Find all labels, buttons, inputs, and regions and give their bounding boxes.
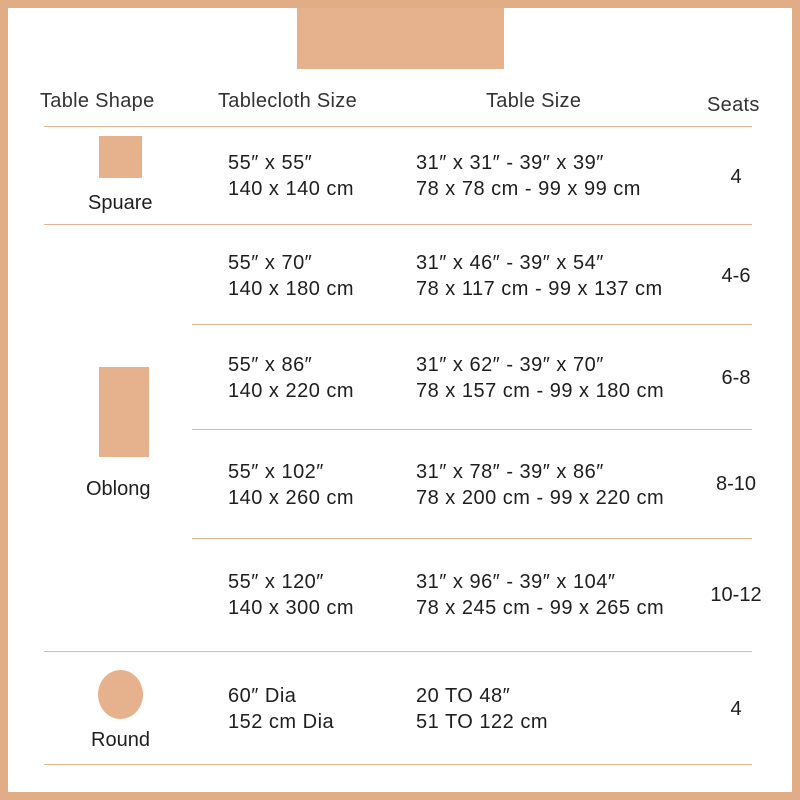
table-size-inches: 31″ x 46″ - 39″ x 54″ bbox=[416, 252, 604, 274]
round-shape-icon bbox=[98, 670, 143, 719]
row-divider bbox=[192, 429, 752, 430]
row-divider bbox=[44, 224, 752, 225]
table-size-cell bbox=[416, 150, 641, 202]
table-size-inches: 31″ x 31″ - 39″ x 39″ bbox=[416, 152, 604, 174]
table-size-cm: 78 x 245 cm - 99 x 265 cm bbox=[416, 597, 665, 619]
header-divider bbox=[44, 126, 752, 127]
tablecloth-size-cell bbox=[228, 250, 354, 302]
table-size-cell bbox=[416, 250, 663, 302]
tablecloth-size-inches: 55″ x 102″ bbox=[228, 461, 324, 483]
table-size-inches: 31″ x 78″ - 39″ x 86″ bbox=[416, 461, 604, 483]
square-shape-icon bbox=[99, 136, 142, 178]
seats-cell: 8-10 bbox=[715, 473, 757, 495]
table-size-inches: 20 TO 48″ bbox=[416, 685, 511, 707]
header-tab-decoration bbox=[297, 8, 504, 69]
table-size-cm: 78 x 117 cm - 99 x 137 cm bbox=[416, 278, 663, 300]
header-table-size: Table Size bbox=[486, 90, 582, 112]
header-table-shape: Table Shape bbox=[40, 90, 155, 112]
tablecloth-size-cell bbox=[228, 150, 354, 202]
table-size-inches: 31″ x 96″ - 39″ x 104″ bbox=[416, 571, 616, 593]
seats-cell: 4 bbox=[730, 698, 742, 720]
table-size-inches: 31″ x 62″ - 39″ x 70″ bbox=[416, 354, 604, 376]
row-divider bbox=[192, 324, 752, 325]
shape-label-round: Round bbox=[91, 729, 150, 751]
seats-cell: 10-12 bbox=[710, 584, 762, 606]
header-tablecloth-size: Tablecloth Size bbox=[218, 90, 358, 112]
tablecloth-size-inches: 55″ x 120″ bbox=[228, 571, 324, 593]
table-size-cell bbox=[416, 683, 548, 735]
header-seats: Seats bbox=[707, 94, 760, 116]
seats-cell: 6-8 bbox=[721, 367, 751, 389]
tablecloth-size-cell bbox=[228, 683, 334, 735]
table-size-cm: 78 x 157 cm - 99 x 180 cm bbox=[416, 380, 665, 402]
oblong-shape-icon bbox=[99, 367, 149, 457]
shape-label-square: Spuare bbox=[88, 192, 153, 214]
tablecloth-size-cm: 140 x 180 cm bbox=[228, 278, 355, 300]
table-size-cm: 51 TO 122 cm bbox=[416, 711, 548, 733]
footer-divider bbox=[44, 764, 752, 765]
shape-label-oblong: Oblong bbox=[86, 478, 151, 500]
tablecloth-size-cm: 140 x 220 cm bbox=[228, 380, 355, 402]
tablecloth-size-inches: 55″ x 55″ bbox=[228, 152, 313, 174]
tablecloth-size-cell bbox=[228, 459, 354, 511]
tablecloth-size-inches: 55″ x 70″ bbox=[228, 252, 313, 274]
tablecloth-size-cm: 140 x 300 cm bbox=[228, 597, 355, 619]
seats-cell: 4-6 bbox=[721, 265, 751, 287]
tablecloth-size-inches: 55″ x 86″ bbox=[228, 354, 313, 376]
tablecloth-size-inches: 60″ Dia bbox=[228, 685, 297, 707]
table-size-cm: 78 x 78 cm - 99 x 99 cm bbox=[416, 178, 641, 200]
tablecloth-size-cm: 152 cm Dia bbox=[228, 711, 335, 733]
table-size-cm: 78 x 200 cm - 99 x 220 cm bbox=[416, 487, 665, 509]
tablecloth-size-cm: 140 x 140 cm bbox=[228, 178, 355, 200]
table-size-cell bbox=[416, 352, 664, 404]
tablecloth-size-cell bbox=[228, 569, 354, 621]
tablecloth-size-cell bbox=[228, 352, 354, 404]
table-size-cell bbox=[416, 569, 664, 621]
seats-cell: 4 bbox=[730, 166, 742, 188]
row-divider bbox=[44, 651, 752, 652]
table-size-cell bbox=[416, 459, 664, 511]
tablecloth-size-cm: 140 x 260 cm bbox=[228, 487, 355, 509]
row-divider bbox=[192, 538, 752, 539]
